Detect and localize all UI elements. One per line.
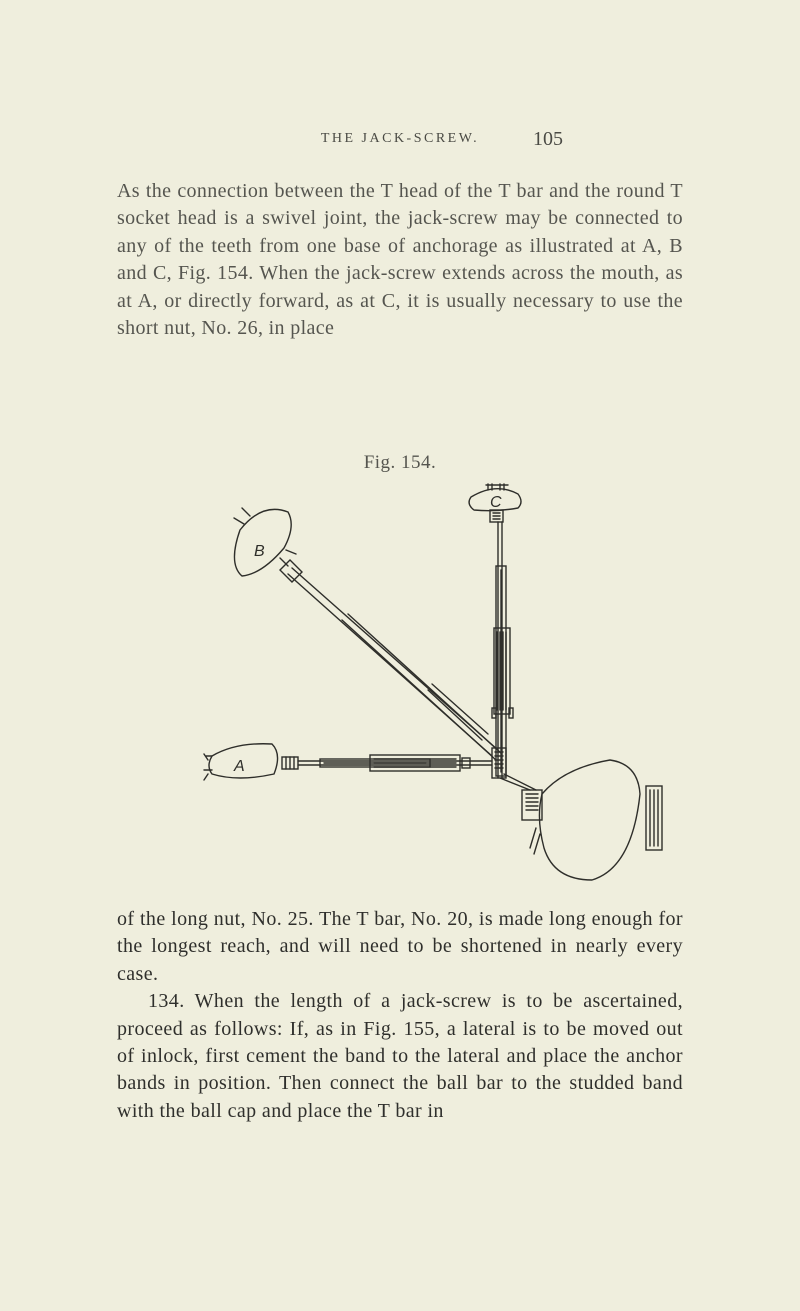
label-c: C xyxy=(490,494,502,511)
paragraph-continuation: of the long nut, No. 25. The T bar, No. 20, is made long enough for the longest reach, and will need to be shortened in nearly every case. xyxy=(117,908,683,985)
figure-caption: Fig. 154. xyxy=(363,452,437,473)
band-b-studs xyxy=(234,508,296,566)
page-number: 105 xyxy=(533,128,563,150)
paragraph-top: As the connection between the T head of the T bar and the round T socket head is a swivel joint, the jack-screw may be connected to any of the teeth from one base of anchorage as illustrated at A, B and C, Fig. 154. When the jack-screw extends across the mouth, as at A, or directly forward, as at C, it is usually necessary to use the short nut, No. 26, in place xyxy=(117,180,683,340)
diagonal-bar xyxy=(280,560,502,760)
label-b: B xyxy=(254,543,265,560)
paragraph-bottom xyxy=(117,906,683,1125)
page-header xyxy=(0,128,800,152)
jack-screw-figure xyxy=(200,478,680,888)
anchor-band xyxy=(539,760,640,880)
label-a: A xyxy=(234,758,245,775)
horizontal-bar xyxy=(298,755,492,771)
paragraph-134: 134. When the length of a jack-screw is to be ascertained, proceed as follows: If, as in Fig. 155, a lateral is to be moved out of inlock, first cement the band to the lateral and place the anchor bands in position. Then connect the ball bar to the studded band with the ball cap and place the T bar in xyxy=(117,990,683,1122)
running-head: THE JACK-SCREW. xyxy=(320,131,480,146)
